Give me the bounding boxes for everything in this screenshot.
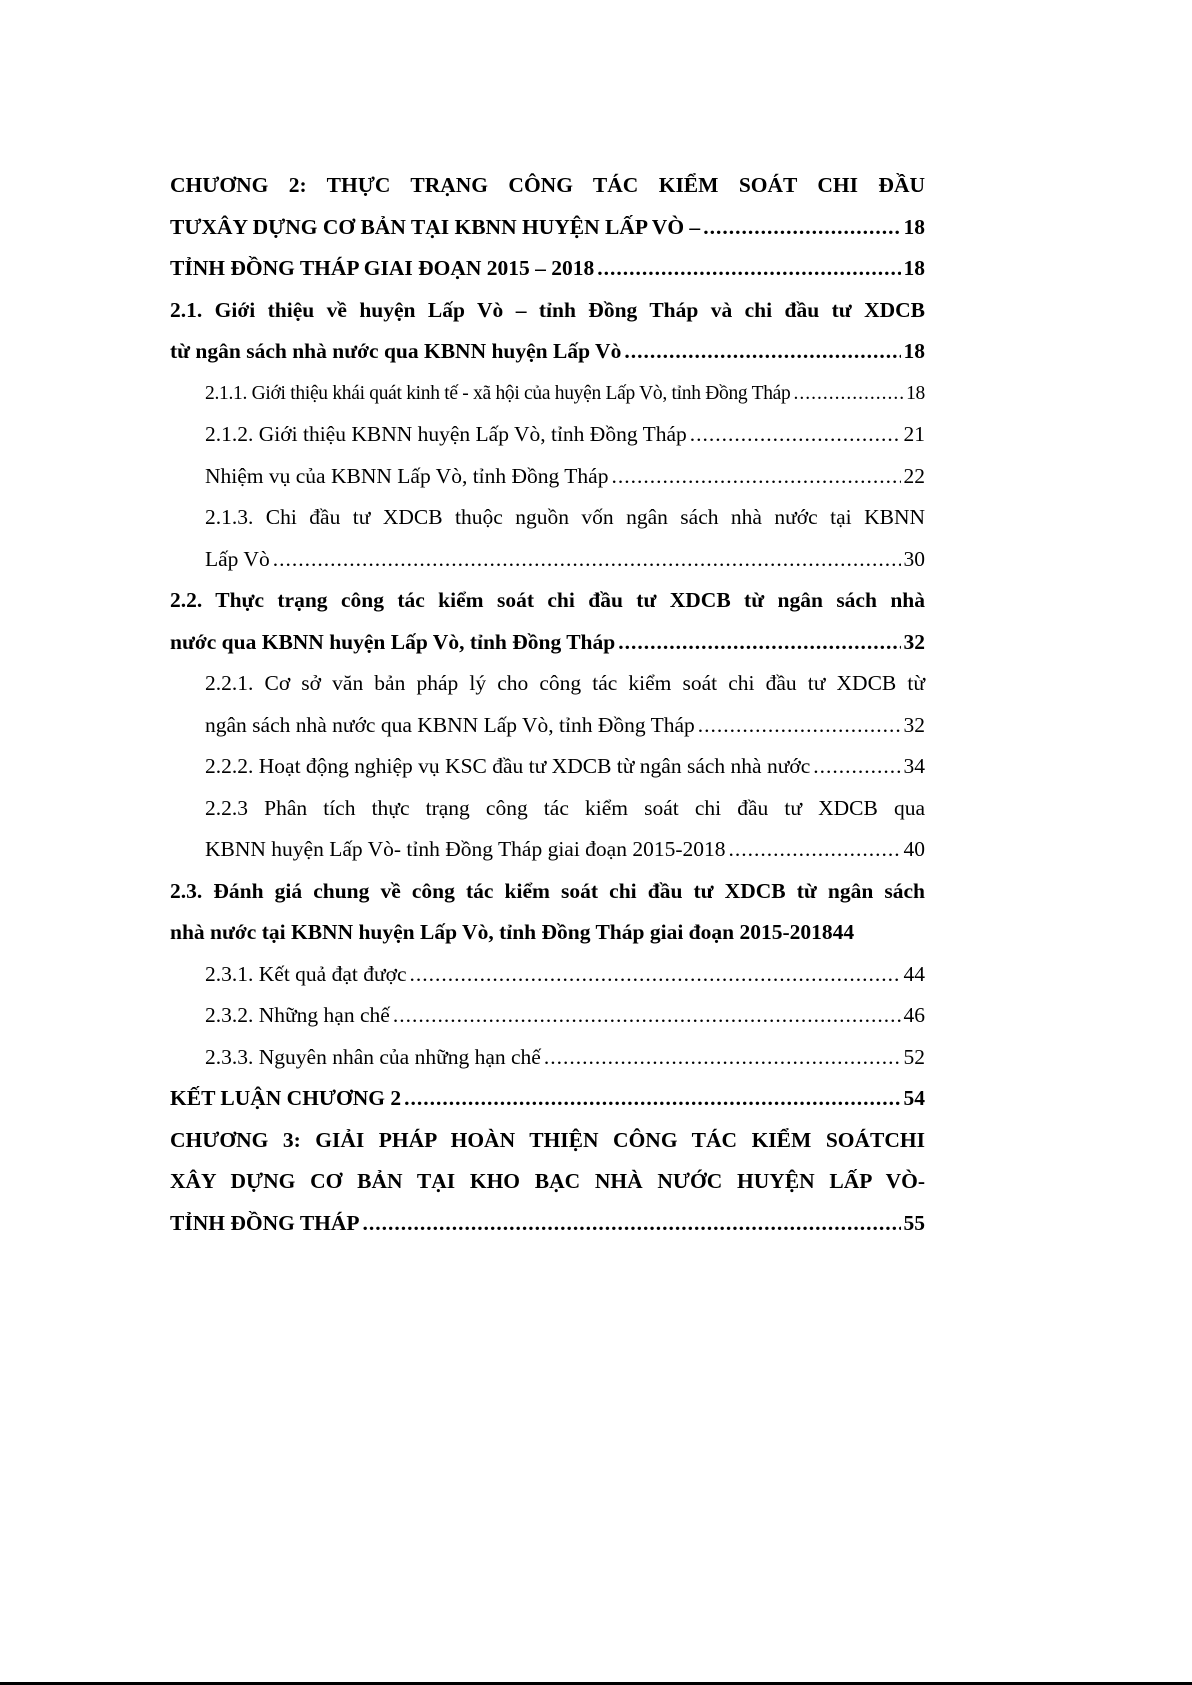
dot-leader (404, 1078, 900, 1120)
dot-leader (363, 1203, 901, 1245)
dot-leader (813, 746, 900, 788)
toc-section-2-3-line-1 (170, 871, 925, 913)
toc-text: Nhiệm vụ của KBNN Lấp Vò, tỉnh Đồng Tháp (205, 463, 609, 488)
page-number: 32 (903, 712, 925, 737)
page-number: 30 (903, 546, 925, 571)
page-number: 22 (903, 463, 925, 488)
dot-leader (393, 995, 901, 1037)
toc-chapter-3-line-3[interactable] (170, 1203, 925, 1245)
toc-text: 2.2.3 Phân tích thực trạng công tác kiểm soát chi đầu tư XDCB qua (205, 795, 925, 820)
page-number: 18 (906, 382, 925, 404)
table-of-contents (170, 165, 925, 1244)
page-number: 18 (903, 339, 925, 363)
toc-subsection-2-3-2[interactable] (170, 995, 925, 1037)
dot-leader (793, 373, 903, 415)
toc-text: XÂY DỰNG CƠ BẢN TẠI KHO BẠC NHÀ NƯỚC HUYỆN LẤP VÒ- (170, 1169, 925, 1193)
dot-leader (729, 829, 901, 871)
toc-item-nhiem-vu[interactable] (170, 456, 925, 498)
toc-chapter-2-line-3[interactable] (170, 248, 925, 290)
toc-text: CHƯƠNG 2: THỰC TRẠNG CÔNG TÁC KIỂM SOÁT CHI ĐẦU (170, 173, 925, 197)
toc-text: 2.1.3. Chi đầu tư XDCB thuộc nguồn vốn ngân sách nhà nước tại KBNN (205, 505, 925, 529)
toc-section-2-1-line-2[interactable] (170, 331, 925, 373)
toc-subsection-2-2-1-line-1 (170, 663, 925, 705)
toc-subsection-2-2-3-line-2[interactable] (170, 829, 925, 871)
toc-chapter-2-conclusion[interactable] (170, 1078, 925, 1120)
toc-text: nước qua KBNN huyện Lấp Vò, tỉnh Đồng Tháp (170, 629, 616, 654)
toc-text: 2.3.1. Kết quả đạt được (205, 961, 407, 986)
page-number: 54 (903, 1086, 925, 1110)
toc-text: 2.3.3. Nguyên nhân của những hạn chế (205, 1044, 541, 1069)
dot-leader (703, 207, 900, 249)
dot-leader (698, 705, 901, 747)
page-number: 32 (903, 629, 925, 654)
toc-text: từ ngân sách nhà nước qua KBNN huyện Lấp Vò (170, 339, 622, 363)
page-number: 18 (903, 214, 925, 239)
toc-subsection-2-1-3-line-2[interactable] (170, 539, 925, 581)
toc-text: 2.3. Đánh giá chung về công tác kiểm soát chi đầu tư XDCB từ ngân sách (170, 878, 925, 903)
toc-subsection-2-2-3-line-1 (170, 788, 925, 830)
toc-text: TƯXÂY DỰNG CƠ BẢN TẠI KBNN HUYỆN LẤP VÒ – (170, 214, 701, 239)
toc-text: 2.2. Thực trạng công tác kiểm soát chi đầu tư XDCB từ ngân sách nhà (170, 588, 925, 612)
page-number: 40 (903, 837, 925, 861)
toc-text: nhà nước tại KBNN huyện Lấp Vò, tỉnh Đồng Tháp giai đoạn 2015-201844 (170, 920, 855, 944)
toc-section-2-1-line-1 (170, 290, 925, 332)
toc-subsection-2-2-1-line-2[interactable] (170, 705, 925, 747)
page-number: 34 (903, 754, 925, 778)
dot-leader (624, 331, 900, 373)
toc-text: KẾT LUẬN CHƯƠNG 2 (170, 1086, 402, 1110)
toc-text: TỈNH ĐỒNG THÁP (170, 1210, 360, 1235)
toc-chapter-3-line-1 (170, 1120, 925, 1162)
dot-leader (690, 414, 901, 456)
toc-section-2-2-line-2[interactable] (170, 622, 925, 664)
toc-text: KBNN huyện Lấp Vò- tỉnh Đồng Tháp giai đoạn 2015-2018 (205, 837, 726, 861)
toc-text: ngân sách nhà nước qua KBNN Lấp Vò, tỉnh Đồng Tháp (205, 712, 695, 737)
toc-subsection-2-3-3[interactable] (170, 1037, 925, 1079)
toc-chapter-2-line-1 (170, 165, 925, 207)
page-number: 21 (903, 422, 925, 446)
toc-text: CHƯƠNG 3: GIẢI PHÁP HOÀN THIỆN CÔNG TÁC KIỂM SOÁTCHI (170, 1127, 925, 1152)
toc-subsection-2-1-3-line-1 (170, 497, 925, 539)
toc-section-2-3-line-2[interactable] (170, 912, 925, 954)
page-number: 46 (903, 1003, 925, 1027)
toc-chapter-3-line-2 (170, 1161, 925, 1203)
dot-leader (544, 1037, 901, 1079)
toc-text: 2.2.1. Cơ sở văn bản pháp lý cho công tác kiểm soát chi đầu tư XDCB từ (205, 671, 925, 695)
page-number: 52 (903, 1044, 925, 1069)
dot-leader (273, 539, 901, 581)
toc-subsection-2-3-1[interactable] (170, 954, 925, 996)
toc-text: 2.1.2. Giới thiệu KBNN huyện Lấp Vò, tỉnh Đồng Tháp (205, 422, 687, 446)
page-number: 18 (903, 256, 925, 280)
dot-leader (618, 622, 900, 664)
dot-leader (597, 248, 900, 290)
toc-subsection-2-2-2[interactable] (170, 746, 925, 788)
toc-subsection-2-1-2[interactable] (170, 414, 925, 456)
toc-text: Lấp Vò (205, 546, 270, 571)
page-number: 44 (903, 961, 925, 986)
page-number: 55 (903, 1210, 925, 1235)
toc-section-2-2-line-1 (170, 580, 925, 622)
toc-text: TỈNH ĐỒNG THÁP GIAI ĐOẠN 2015 – 2018 (170, 256, 595, 280)
toc-text: 2.1. Giới thiệu về huyện Lấp Vò – tỉnh Đồng Tháp và chi đầu tư XDCB (170, 297, 925, 322)
dot-leader (611, 456, 900, 498)
toc-text: 2.1.1. Giới thiệu khái quát kinh tế - xã hội của huyện Lấp Vò, tỉnh Đồng Tháp (205, 382, 791, 404)
toc-text: 2.3.2. Những hạn chế (205, 1003, 390, 1027)
toc-text: 2.2.2. Hoạt động nghiệp vụ KSC đầu tư XDCB từ ngân sách nhà nước (205, 754, 811, 778)
toc-chapter-2-line-2[interactable] (170, 207, 925, 249)
dot-leader (410, 954, 901, 996)
toc-subsection-2-1-1[interactable] (170, 373, 925, 415)
